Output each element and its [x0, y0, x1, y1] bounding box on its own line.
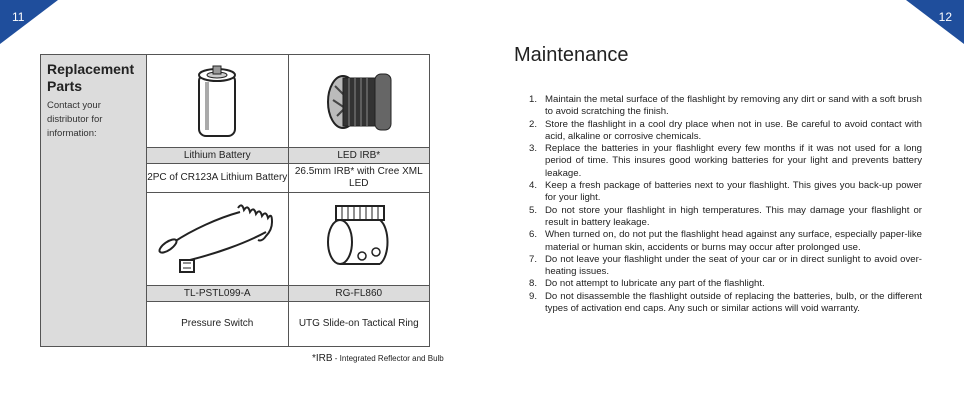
list-item-number: 6. [529, 229, 538, 241]
list-item-number: 7. [529, 253, 538, 265]
tactical-ring-image-cell [288, 193, 430, 286]
part-label-tactical-ring: RG-FL860 [288, 286, 430, 302]
list-item [529, 143, 922, 180]
list-item-text: Do not attempt to lubricate any part of the flashlight. [545, 278, 765, 290]
list-item-number: 4. [529, 180, 538, 192]
list-item [529, 94, 922, 119]
part-label-led-irb: LED IRB* [288, 148, 430, 164]
list-item-number: 9. [529, 290, 538, 302]
battery-icon [187, 60, 247, 142]
list-item-number: 5. [529, 204, 538, 216]
list-item [529, 119, 922, 144]
list-item-text: Replace the batteries in your flashlight every few months if it was not used for a long period of time. This insures good working batteries for your light and prevents battery leakage. [545, 143, 922, 179]
list-item-text: Do not leave your flashlight under the seat of your car or in direct sunlight to avoid over-heating issues. [545, 253, 922, 278]
led-irb-icon [313, 60, 405, 142]
page-number-left: 11 [12, 10, 25, 24]
list-item [529, 229, 922, 254]
list-item-number: 3. [529, 143, 538, 155]
list-item [529, 205, 922, 230]
pressure-switch-image-cell [147, 193, 289, 286]
page-corner-left [0, 0, 58, 44]
part-description-battery: 2PC of CR123A Lithium Battery [147, 164, 289, 193]
list-item-text: Keep a fresh package of batteries next to your flashlight. This gives you back-up power for your light. [545, 180, 922, 204]
list-item-text: Maintain the metal surface of the flashlight by removing any dirt or sand with a soft brush to avoid scratching the finish. [545, 94, 922, 118]
list-item-text: Store the flashlight in a cool dry place when not in use. Be careful to avoid contact with acid, alkaline or corrosive chemicals. [545, 118, 922, 142]
part-label-battery: Lithium Battery [147, 148, 289, 164]
list-item-number: 2. [529, 118, 538, 130]
replacement-parts-contact: Contact your distributor for information: [47, 100, 103, 139]
list-item [529, 254, 922, 279]
tactical-ring-icon [314, 198, 404, 280]
replacement-parts-table [40, 54, 430, 347]
list-item [529, 291, 922, 316]
list-item-text: Do not disassemble the flashlight outside of replacing the batteries, bulb, or the different types of activation end caps. Any such or similar actions will void warranty. [545, 290, 922, 315]
led-irb-image-cell [288, 55, 430, 148]
list-item-text: Do not store your flashlight in high temperatures. This may damage your flashlight or result in battery leakage. [545, 204, 922, 228]
page-number-right: 12 [938, 10, 952, 24]
list-item-number: 1. [529, 94, 538, 105]
part-description-pressure-switch: Pressure Switch [147, 302, 289, 347]
maintenance-title: Maintenance [514, 44, 629, 66]
replacement-parts-sidebar [41, 55, 147, 347]
part-description-tactical-ring: UTG Slide-on Tactical Ring [288, 302, 430, 347]
pressure-switch-icon [152, 198, 282, 280]
part-description-led-irb: 26.5mm IRB* with Cree XML LED [288, 164, 430, 193]
page-corner-right [906, 0, 964, 44]
list-item-number: 8. [529, 278, 538, 290]
footnote [312, 353, 444, 364]
list-item [529, 180, 922, 205]
list-item [529, 278, 922, 290]
replacement-parts-heading: Replacement Parts [47, 61, 135, 94]
maintenance-list [529, 94, 922, 315]
footnote-marker: *IRB [312, 353, 333, 364]
part-label-pressure-switch: TL-PSTL099-A [147, 286, 289, 302]
footnote-text: - Integrated Reflector and Bulb [332, 354, 444, 363]
battery-image-cell [147, 55, 289, 148]
list-item-text: When turned on, do not put the flashlight head against any surface, especially paper-like material or human skin, accidents or burns may occur after prolonged use. [545, 229, 922, 253]
